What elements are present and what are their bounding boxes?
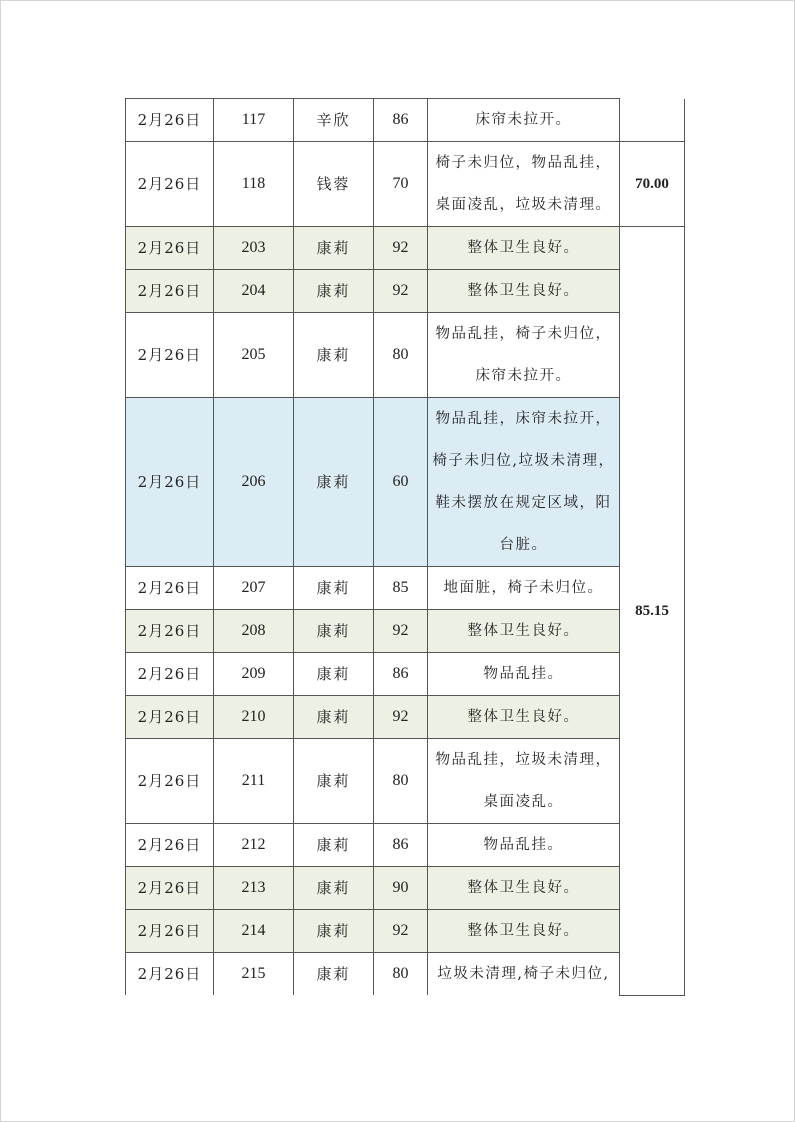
issue-line: 地面脏，椅子未归位。 xyxy=(443,580,604,596)
issue-description-cell xyxy=(428,953,620,996)
score-cell: 92 xyxy=(374,910,428,953)
score-cell: 70 xyxy=(374,142,428,227)
issue-line: 整体卫生良好。 xyxy=(467,623,580,639)
table-row xyxy=(126,313,685,398)
issue-description-cell xyxy=(428,610,620,653)
date-cell: 2月26日 xyxy=(126,313,214,398)
score-cell: 92 xyxy=(374,696,428,739)
inspector-name-cell: 康莉 xyxy=(294,910,374,953)
table-row xyxy=(126,953,685,996)
score-cell: 80 xyxy=(374,953,428,996)
score-cell: 86 xyxy=(374,653,428,696)
issue-line: 垃圾未清理,椅子未归位, xyxy=(437,966,610,982)
table-row xyxy=(126,270,685,313)
table-row xyxy=(126,142,685,227)
inspector-name-cell: 辛欣 xyxy=(294,99,374,142)
room-number-cell: 212 xyxy=(214,824,294,867)
table-row xyxy=(126,696,685,739)
date-cell: 2月26日 xyxy=(126,99,214,142)
issue-line: 台脏。 xyxy=(499,537,548,553)
date-cell: 2月26日 xyxy=(126,270,214,313)
room-number-cell: 211 xyxy=(214,739,294,824)
date-cell: 2月26日 xyxy=(126,653,214,696)
score-cell: 80 xyxy=(374,313,428,398)
issue-description-cell xyxy=(428,142,620,227)
room-number-cell: 117 xyxy=(214,99,294,142)
inspector-name-cell: 康莉 xyxy=(294,567,374,610)
room-number-cell: 118 xyxy=(214,142,294,227)
issue-line: 床帘未拉开。 xyxy=(475,112,572,128)
issue-line: 椅子未归位,垃圾未清理， xyxy=(432,453,615,469)
inspector-name-cell: 康莉 xyxy=(294,824,374,867)
date-cell: 2月26日 xyxy=(126,739,214,824)
table-row xyxy=(126,739,685,824)
date-cell: 2月26日 xyxy=(126,610,214,653)
date-cell: 2月26日 xyxy=(126,227,214,270)
issue-description-cell xyxy=(428,867,620,910)
score-cell: 92 xyxy=(374,610,428,653)
issue-description-cell xyxy=(428,99,620,142)
score-cell: 86 xyxy=(374,824,428,867)
inspection-table-body xyxy=(126,99,685,996)
table-row xyxy=(126,867,685,910)
issue-line: 整体卫生良好。 xyxy=(467,283,580,299)
room-number-cell: 207 xyxy=(214,567,294,610)
average-score-cell xyxy=(620,99,685,142)
inspector-name-cell: 康莉 xyxy=(294,227,374,270)
score-cell: 85 xyxy=(374,567,428,610)
issue-line: 鞋未摆放在规定区域，阳 xyxy=(435,495,612,511)
issue-line: 整体卫生良好。 xyxy=(467,709,580,725)
issue-line: 桌面凌乱，垃圾未清理。 xyxy=(435,197,612,213)
room-number-cell: 203 xyxy=(214,227,294,270)
date-cell: 2月26日 xyxy=(126,824,214,867)
issue-description-cell xyxy=(428,824,620,867)
inspector-name-cell: 康莉 xyxy=(294,739,374,824)
date-cell: 2月26日 xyxy=(126,867,214,910)
table-row xyxy=(126,910,685,953)
table-row xyxy=(126,610,685,653)
inspector-name-cell: 康莉 xyxy=(294,270,374,313)
issue-description-cell xyxy=(428,270,620,313)
issue-line: 物品乱挂。 xyxy=(483,666,564,682)
issue-line: 床帘未拉开。 xyxy=(475,368,572,384)
date-cell: 2月26日 xyxy=(126,398,214,567)
room-number-cell: 208 xyxy=(214,610,294,653)
date-cell: 2月26日 xyxy=(126,696,214,739)
inspector-name-cell: 钱蓉 xyxy=(294,142,374,227)
issue-description-cell xyxy=(428,653,620,696)
issue-line: 整体卫生良好。 xyxy=(467,923,580,939)
room-number-cell: 210 xyxy=(214,696,294,739)
score-cell: 60 xyxy=(374,398,428,567)
table-row xyxy=(126,99,685,142)
room-number-cell: 214 xyxy=(214,910,294,953)
inspector-name-cell: 康莉 xyxy=(294,653,374,696)
issue-description-cell xyxy=(428,398,620,567)
issue-line: 物品乱挂，椅子未归位， xyxy=(435,326,612,342)
date-cell: 2月26日 xyxy=(126,567,214,610)
issue-description-cell xyxy=(428,567,620,610)
issue-description-cell xyxy=(428,739,620,824)
issue-description-cell xyxy=(428,910,620,953)
room-number-cell: 205 xyxy=(214,313,294,398)
date-cell: 2月26日 xyxy=(126,910,214,953)
table-row xyxy=(126,824,685,867)
score-cell: 80 xyxy=(374,739,428,824)
room-number-cell: 209 xyxy=(214,653,294,696)
issue-line: 物品乱挂，垃圾未清理， xyxy=(435,752,612,768)
inspector-name-cell: 康莉 xyxy=(294,953,374,996)
room-number-cell: 215 xyxy=(214,953,294,996)
issue-line: 整体卫生良好。 xyxy=(467,240,580,256)
score-cell: 92 xyxy=(374,270,428,313)
table-row xyxy=(126,398,685,567)
issue-line: 整体卫生良好。 xyxy=(467,880,580,896)
date-cell: 2月26日 xyxy=(126,953,214,996)
score-cell: 86 xyxy=(374,99,428,142)
table-row xyxy=(126,227,685,270)
inspector-name-cell: 康莉 xyxy=(294,313,374,398)
issue-description-cell xyxy=(428,696,620,739)
inspector-name-cell: 康莉 xyxy=(294,696,374,739)
average-score-cell: 70.00 xyxy=(620,142,685,227)
table-row xyxy=(126,653,685,696)
issue-description-cell xyxy=(428,313,620,398)
issue-description-cell xyxy=(428,227,620,270)
room-number-cell: 213 xyxy=(214,867,294,910)
inspection-table xyxy=(125,98,685,996)
score-cell: 92 xyxy=(374,227,428,270)
inspector-name-cell: 康莉 xyxy=(294,398,374,567)
inspector-name-cell: 康莉 xyxy=(294,610,374,653)
issue-line: 物品乱挂，床帘未拉开， xyxy=(435,411,612,427)
inspector-name-cell: 康莉 xyxy=(294,867,374,910)
issue-line: 物品乱挂。 xyxy=(483,837,564,853)
score-cell: 90 xyxy=(374,867,428,910)
date-cell: 2月26日 xyxy=(126,142,214,227)
issue-line: 桌面凌乱。 xyxy=(483,794,564,810)
room-number-cell: 204 xyxy=(214,270,294,313)
average-score-cell: 85.15 xyxy=(620,227,685,996)
issue-line: 椅子未归位，物品乱挂， xyxy=(435,155,612,171)
table-row xyxy=(126,567,685,610)
room-number-cell: 206 xyxy=(214,398,294,567)
